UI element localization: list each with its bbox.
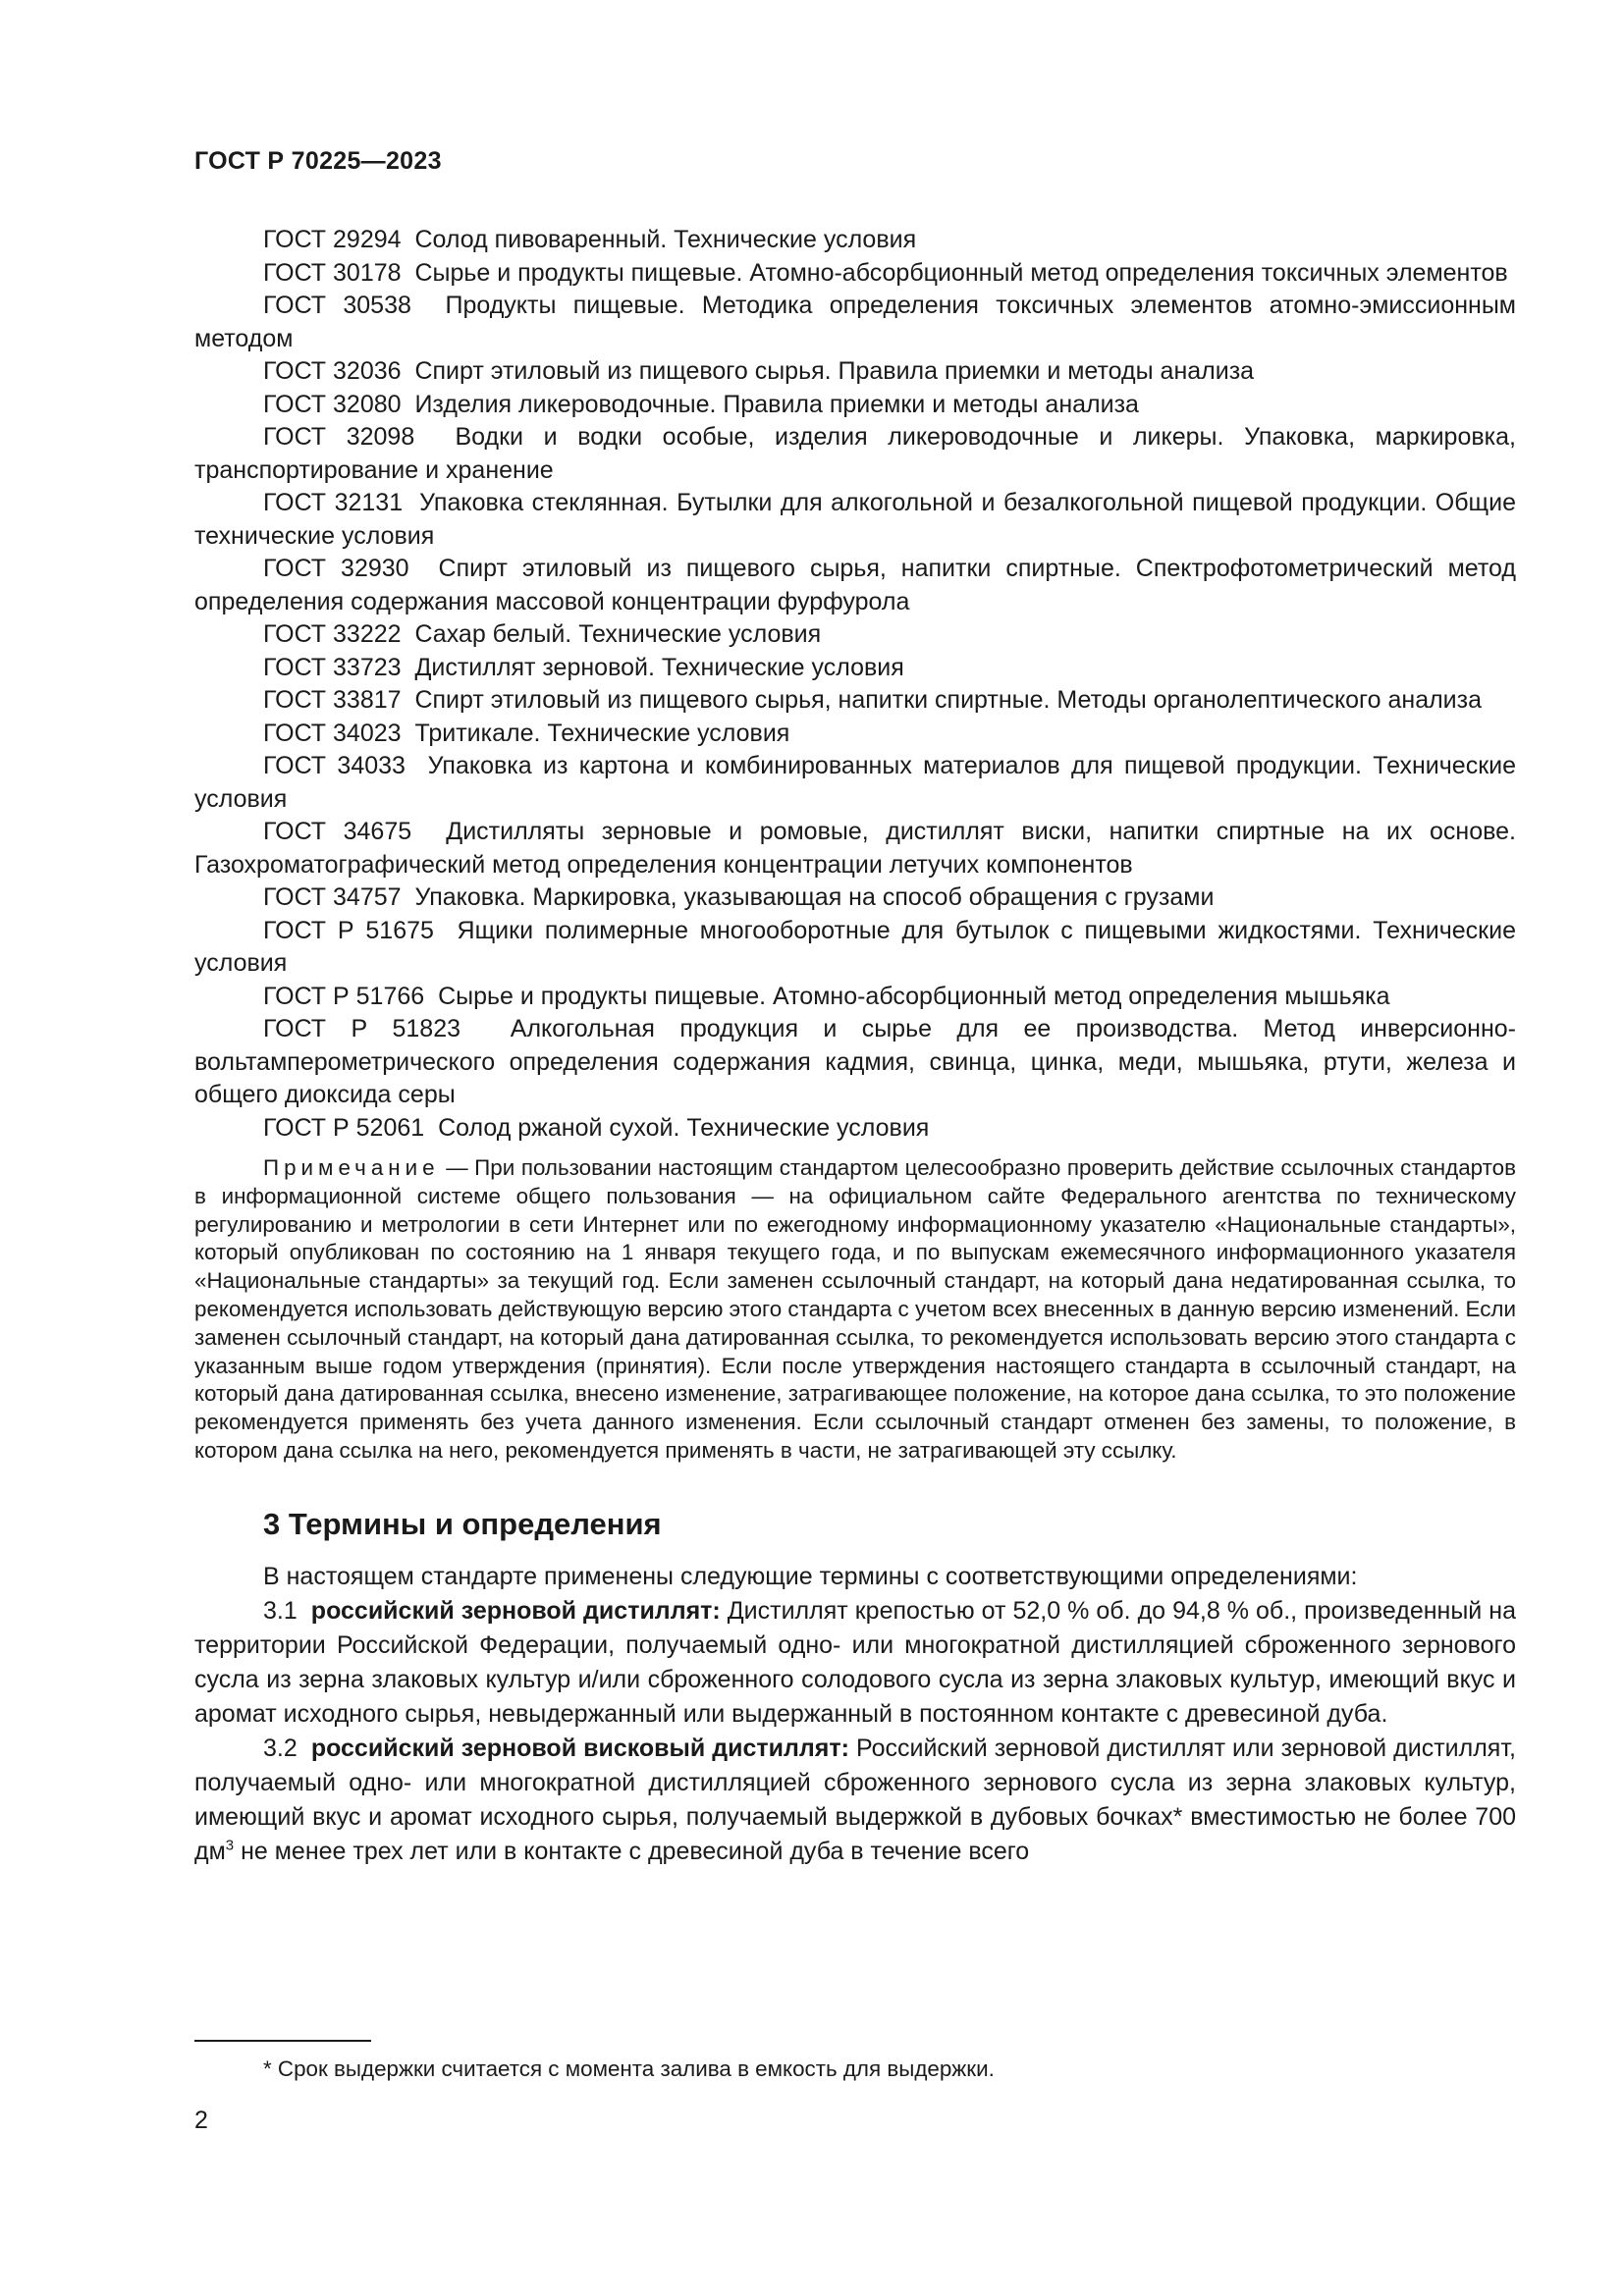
definition-item (194, 1594, 1516, 1732)
reference-title: Алкогольная продукция и сырье для ее производства. Метод инверсионно-вольтамперометрического определения содержания кадмия, свинца, цинка, меди, мышьяка, ртути, железа и общего диоксида серы (194, 1015, 1516, 1108)
reference-code: ГОСТ 32036 (263, 357, 402, 385)
reference-item (194, 290, 1516, 355)
footnote-rule (194, 2040, 371, 2042)
note-label: Примечание (263, 1155, 440, 1180)
reference-code: ГОСТ 33817 (263, 686, 402, 714)
reference-code: ГОСТ 32930 (263, 555, 409, 582)
document-header: ГОСТ Р 70225—2023 (194, 147, 442, 175)
definitions (194, 1560, 1516, 1869)
reference-item (194, 816, 1516, 881)
reference-code: ГОСТ 34675 (263, 818, 412, 845)
reference-code: ГОСТ 34757 (263, 883, 402, 911)
reference-item (194, 1112, 1516, 1146)
reference-item (194, 652, 1516, 685)
reference-title: Упаковка. Маркировка, указывающая на способ обращения с грузами (414, 883, 1215, 911)
definition-text: Российский зерновой дистиллят или зерновой дистиллят, получаемый одно- или многократной дистилляцией сброженного зернового сусла из зерна злаковых культур, имеющий вкус и аромат исходного сырья, получаемый выдержкой в дубовых бочках* вместимостью не более 700 дм (194, 1734, 1516, 1865)
reference-code: ГОСТ 33222 (263, 620, 402, 648)
reference-title: Дистиллят зерновой. Технические условия (414, 653, 904, 681)
reference-item (194, 257, 1516, 291)
reference-item (194, 618, 1516, 652)
reference-code: ГОСТ 34033 (263, 752, 406, 779)
reference-title: Спирт этиловый из пищевого сырья, напитки спиртные. Спектрофотометрический метод определения содержания массовой концентрации фурфурола (194, 555, 1516, 615)
reference-item (194, 487, 1516, 553)
reference-title: Сырье и продукты пищевые. Атомно-абсорбционный метод определения токсичных элементов (414, 258, 1508, 287)
reference-code: ГОСТ 32080 (263, 390, 402, 418)
reference-item (194, 224, 1516, 257)
note-paragraph (194, 1154, 1516, 1466)
reference-title: Сырье и продукты пищевые. Атомно-абсорбционный метод определения мышьяка (438, 982, 1390, 1010)
reference-code: ГОСТ 29294 (263, 226, 402, 253)
reference-item (194, 421, 1516, 487)
reference-code: ГОСТ Р 52061 (263, 1113, 425, 1142)
reference-item (194, 355, 1516, 389)
section-intro: В настоящем стандарте применены следующие термины с соответствующими определениями: (263, 1562, 1358, 1590)
definition-text: Дистиллят крепостью от 52,0 % об. до 94,8 % об., произведенный на территории Российской Федерации, получаемый одно- или многократной дистилляцией сброженного зернового сусла из зерна злаковых культур и/или сброженного солодового сусла из зерна злаковых культур, имеющий вкус и аромат исходного сырья, невыдержанный или выдержанный в постоянном контакте с древесиной дуба. (194, 1596, 1516, 1728)
reference-code: ГОСТ 32131 (263, 489, 404, 516)
definition-text-cont: не менее трех лет или в контакте с древесиной дуба в течение всего (234, 1837, 1030, 1865)
reference-title: Сахар белый. Технические условия (414, 620, 822, 648)
reference-code: ГОСТ Р 51675 (263, 916, 434, 944)
reference-item (194, 389, 1516, 422)
reference-title: Солод пивоваренный. Технические условия (414, 226, 917, 253)
superscript: 3 (225, 1837, 235, 1854)
reference-title: Дистилляты зерновые и ромовые, дистиллят виски, напитки спиртные на их основе. Газохроматографический метод определения концентрации летучих компонентов (194, 818, 1516, 879)
reference-title: Продукты пищевые. Методика определения токсичных элементов атомно-эмиссионным методом (194, 292, 1516, 352)
reference-item (194, 684, 1516, 718)
reference-code: ГОСТ 32098 (263, 423, 415, 451)
reference-item (194, 981, 1516, 1014)
reference-title: Ящики полимерные многооборотные для бутылок с пищевыми жидкостями. Технические условия (194, 916, 1516, 977)
footnote: * Срок выдержки считается с момента залива в емкость для выдержки. (263, 2056, 995, 2081)
definition-term: российский зерновой дистиллят: (310, 1596, 721, 1625)
reference-title: Солод ржаной сухой. Технические условия (438, 1113, 930, 1142)
reference-title: Упаковка стеклянная. Бутылки для алкогольной и безалкогольной пищевой продукции. Общие технические условия (194, 489, 1516, 550)
reference-title: Спирт этиловый из пищевого сырья. Правила приемки и методы анализа (414, 357, 1255, 385)
reference-code: ГОСТ 33723 (263, 653, 402, 681)
normative-references-list (194, 224, 1516, 1145)
reference-title: Тритикале. Технические условия (414, 719, 790, 747)
definition-term: российский зерновой висковый дистиллят: (310, 1734, 849, 1762)
definition-number: 3.2 (263, 1734, 298, 1762)
reference-item (194, 750, 1516, 816)
reference-item (194, 553, 1516, 618)
note-text: — При пользовании настоящим стандартом целесообразно проверить действие ссылочных стандартов в информационной системе общего пользования — на официальном сайте Федерального агентства по техническому регулированию и метрологии в сети Интернет или по ежегодному информационному указателю «Национальные стандарты», который опубликован по состоянию на 1 января текущего года, и по выпускам ежемесячного информационного указателя «Национальные стандарты» за текущий год. Если заменен ссылочный стандарт, на который дана недатированная ссылка, то рекомендуется использовать действующую версию этого стандарта с учетом всех внесенных в данную версию изменений. Если заменен ссылочный стандарт, на который дана датированная ссылка, то рекомендуется использовать версию этого стандарта с указанным выше годом утверждения (принятия). Если после утверждения настоящего стандарта в ссылочный стандарт, на который дана датированная ссылка, внесено изменение, затрагивающее положение, на которое дана ссылка, то это положение рекомендуется применять без учета данного изменения. Если ссылочный стандарт отменен без замены, то положение, в котором дана ссылка на него, рекомендуется применять в части, не затрагивающей эту ссылку. (194, 1155, 1516, 1463)
body-text (194, 224, 1516, 1869)
definition-item (194, 1732, 1516, 1869)
reference-code: ГОСТ Р 51823 (263, 1015, 461, 1042)
reference-title: Водки и водки особые, изделия ликероводочные и ликеры. Упаковка, маркировка, транспортирование и хранение (194, 423, 1516, 484)
reference-title: Упаковка из картона и комбинированных материалов для пищевой продукции. Технические условия (194, 752, 1517, 813)
reference-item (194, 915, 1516, 981)
reference-title: Изделия ликероводочные. Правила приемки и методы анализа (414, 390, 1139, 418)
reference-code: ГОСТ 30178 (263, 258, 402, 287)
reference-item (194, 1013, 1516, 1112)
reference-code: ГОСТ 30538 (263, 292, 411, 319)
reference-code: ГОСТ Р 51766 (263, 982, 425, 1010)
section-title: 3 Термины и определения (263, 1506, 662, 1541)
page-number: 2 (194, 2107, 208, 2134)
reference-item (194, 718, 1516, 751)
reference-title: Спирт этиловый из пищевого сырья, напитки спиртные. Методы органолептического анализа (414, 686, 1483, 714)
definition-number: 3.1 (263, 1596, 298, 1625)
reference-code: ГОСТ 34023 (263, 719, 402, 747)
reference-item (194, 881, 1516, 915)
